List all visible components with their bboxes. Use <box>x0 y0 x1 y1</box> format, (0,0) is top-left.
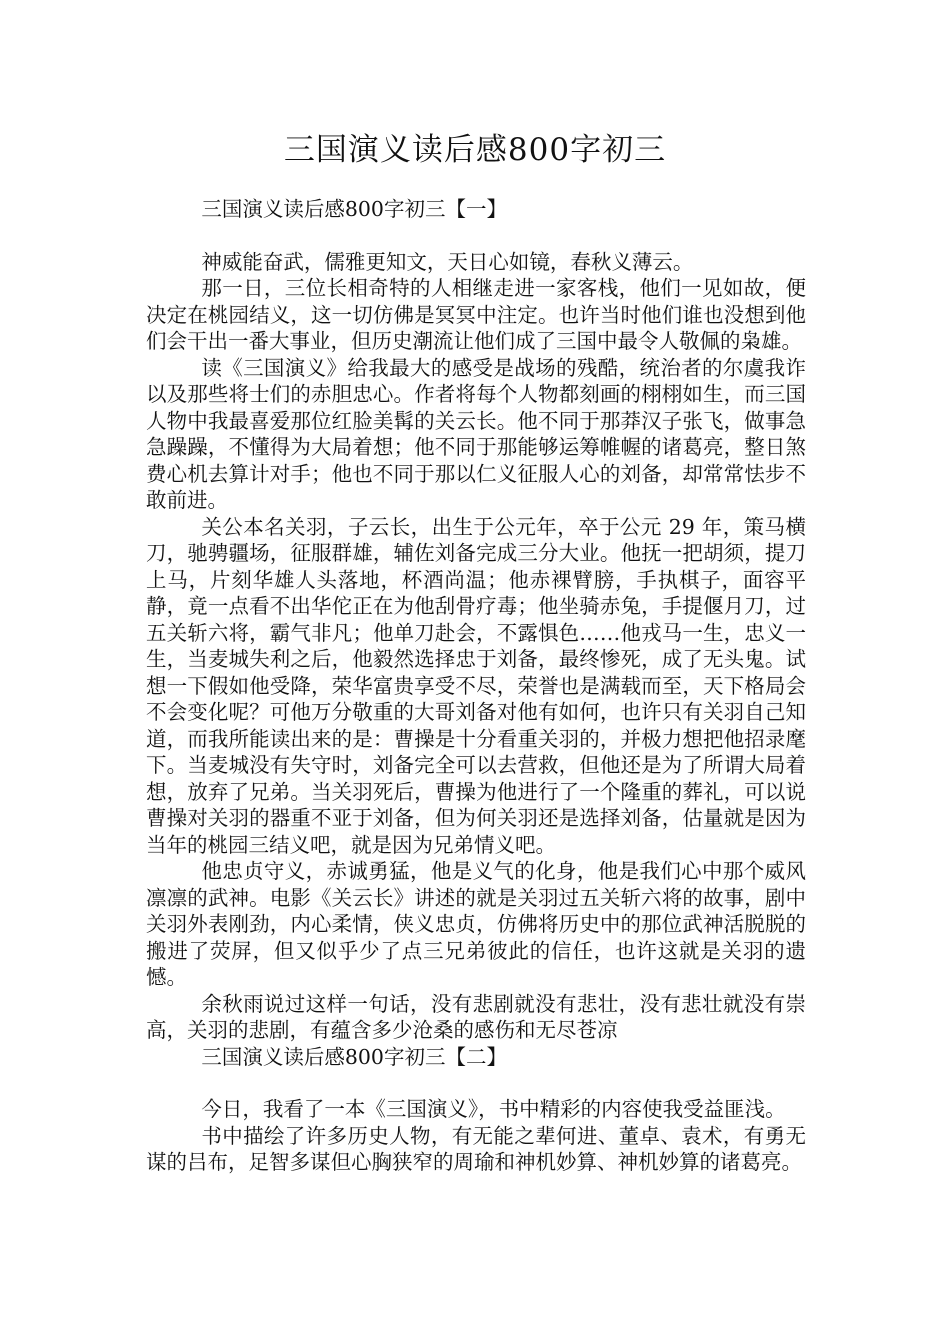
paragraph: 今日，我看了一本《三国演义》，书中精彩的内容使我受益匪浅。 <box>201 1097 786 1121</box>
paragraph: 那一日，三位长相奇特的人相继走进一家客栈，他们一见如故，便决定在桃园结义，这一切仿佛是冥冥中注定。也许当时他们谁也没想到他们会干出一番大事业，但历史潮流让他们成了三国中最令人敬佩的枭雄。 <box>146 276 806 353</box>
section-heading-1: 三国演义读后感800字初三【一】 <box>201 197 507 221</box>
paragraph: 书中描绘了许多历史人物，有无能之辈何进、董卓、袁术，有勇无谋的吕布，足智多谋但心胸狭窄的周瑜和神机妙算、神机妙算的诸葛亮。 <box>146 1123 806 1174</box>
paragraph: 余秋雨说过这样一句话，没有悲剧就没有悲壮，没有悲壮就没有崇高，关羽的悲剧，有蕴含多少沧桑的感伤和无尽苍凉 <box>146 991 806 1042</box>
paragraph: 神威能奋武，儒雅更知文，天日心如镜，春秋义薄云。 <box>201 249 694 274</box>
section-heading-2: 三国演义读后感800字初三【二】 <box>201 1044 507 1069</box>
paragraph: 关公本名关羽，子云长，出生于公元年，卒于公元 29 年，策马横刀，驰骋疆场，征服群雄，辅佐刘备完成三分大业。他抚一把胡须，提刀上马，片刻华雄人头落地，杯酒尚温；他赤裸臂膀，手执棋子，面容平静，竟一点看不出华佗正在为他刮骨疗毒；他坐骑赤兔，手提偃月刀，过五关斩六将，霸气非凡；他单刀赴会，不露惧色……他戎马一生，忠义一生，当麦城失利之后，他毅然选择忠于刘备，最终惨死，成了无头鬼。试想一下假如他受降，荣华富贵享受不尽，荣誉也是满载而至，天下格局会不会变化呢？可他万分敬重的大哥刘备对他有如何，也许只有关羽自己知道，而我所能读出来的是：曹操是十分看重关羽的，并极力想把他招录麾下。当麦城没有失守时，刘备完全可以去营救，但他还是为了所谓大局着想，放弃了兄弟。当关羽死后，曹操为他进行了一个隆重的葬礼，可以说曹操对关羽的器重不亚于刘备，但为何关羽还是选择刘备，估量就是因为当年的桃园三结义吧，就是因为兄弟情义吧。 <box>146 514 806 857</box>
document-title: 三国演义读后感800字初三 <box>283 132 667 168</box>
paragraph: 读《三国演义》给我最大的感受是战场的残酷，统治者的尔虞我诈以及那些将士们的赤胆忠心。作者将每个人物都刻画的栩栩如生，而三国人物中我最喜爱那位红脸美髯的关云长。他不同于那莽汉子张飞，做事急急躁躁，不懂得为大局着想；他不同于那能够运筹帷幄的诸葛亮，整日煞费心机去算计对手；他也不同于那以仁义征服人心的刘备，却常常怯步不敢前进。 <box>146 355 806 512</box>
paragraph: 他忠贞守义，赤诚勇猛，他是义气的化身，他是我们心中那个威风凛凛的武神。电影《关云长》讲述的就是关羽过五关斩六将的故事，剧中关羽外表刚劲，内心柔情，侠义忠贞，仿佛将历史中的那位武神活脱脱的搬进了荧屏，但又似乎少了点三兄弟彼此的信任，也许这就是关羽的遗憾。 <box>146 859 806 989</box>
document-body <box>146 196 806 1176</box>
